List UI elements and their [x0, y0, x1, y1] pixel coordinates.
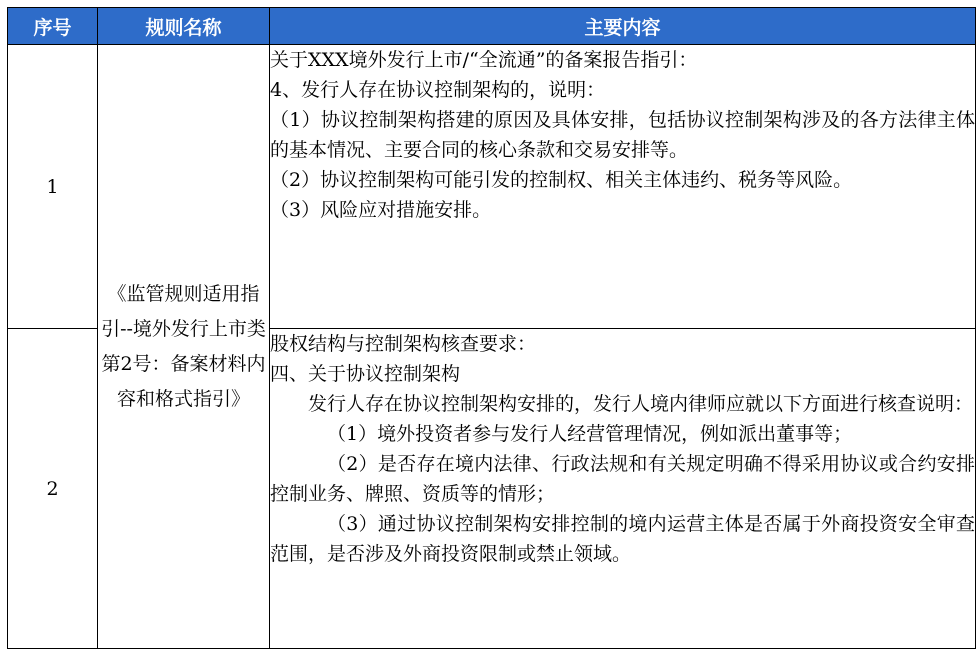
content-line: 股权结构与控制架构核查要求： [270, 333, 537, 355]
rule-name-cell: 《监管规则适用指引--境外发行上市类第2号：备案材料内容和格式指引》 [98, 45, 270, 649]
rules-table [7, 7, 976, 649]
table-row [8, 45, 976, 329]
content-line: 发行人存在协议控制架构安排的，发行人境内律师应就以下方面进行核查说明： [308, 393, 974, 415]
content-line: （3）风险应对措施安排。 [270, 199, 492, 221]
content-line: （1）协议控制架构搭建的原因及具体安排，包括协议控制架构涉及的各方法律主体的基本情况、主要合同的核心条款和交易安排等。 [270, 109, 975, 161]
header-index: 序号 [8, 8, 98, 45]
row-content [270, 329, 976, 649]
row-index: 1 [8, 45, 98, 329]
row-content [270, 45, 976, 329]
content-line: （1）境外投资者参与发行人经营管理情况，例如派出董事等； [327, 423, 853, 445]
header-row [8, 8, 976, 45]
header-main-content: 主要内容 [270, 8, 976, 45]
content-line: 四、关于协议控制架构 [270, 363, 461, 385]
header-rule-name: 规则名称 [98, 8, 270, 45]
content-line: 4、发行人存在协议控制架构的，说明： [270, 79, 606, 101]
content-line: 关于XXX境外发行上市/“全流通”的备案报告指引： [270, 49, 698, 71]
row-index: 2 [8, 329, 98, 649]
content-line: （3）通过协议控制架构安排控制的境内运营主体是否属于外商投资安全审查范围，是否涉及外商投资限制或禁止领域。 [270, 513, 975, 565]
content-line: （2）是否存在境内法律、行政法规和有关规定明确不得采用协议或合约安排控制业务、牌照、资质等的情形； [270, 453, 975, 505]
content-line: （2）协议控制架构可能引发的控制权、相关主体违约、税务等风险。 [270, 169, 853, 191]
